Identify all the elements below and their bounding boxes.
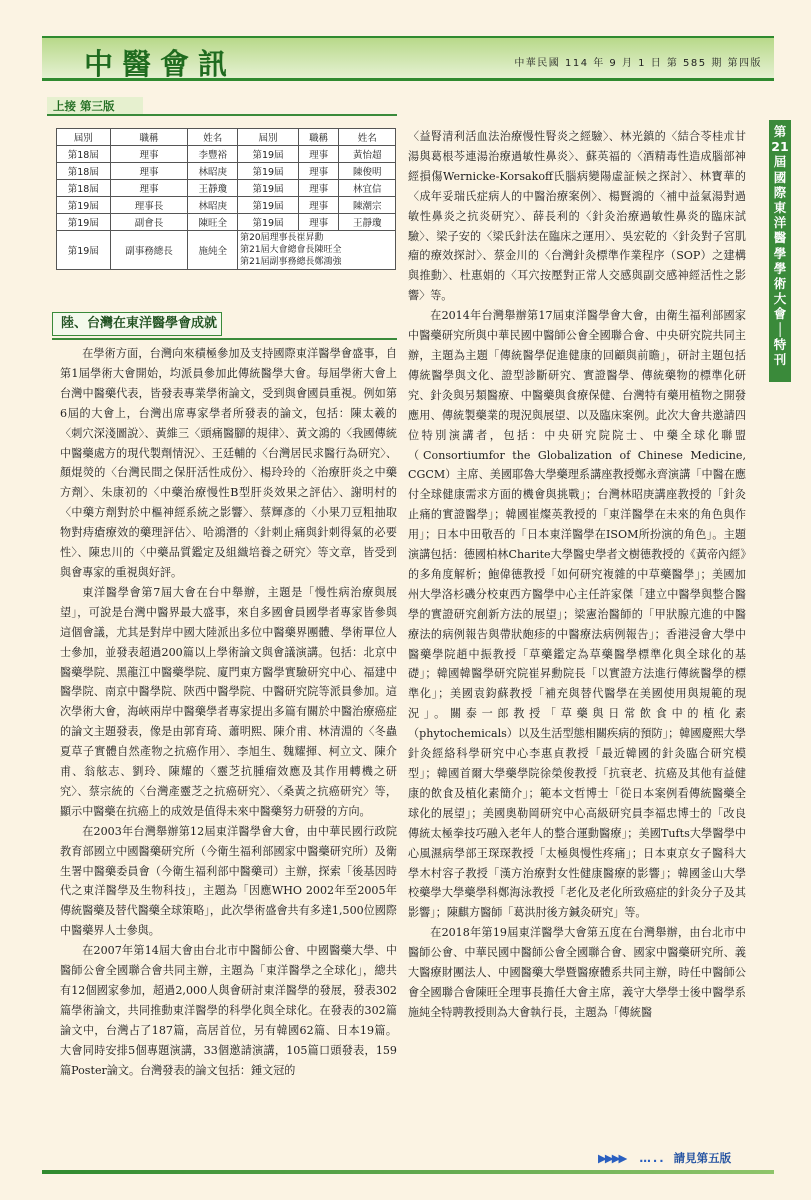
table-cell: 理事 xyxy=(298,214,338,231)
issue-info: 中華民國 114 年 9 月 1 日 第 585 期 第四版 xyxy=(514,58,762,69)
table-row xyxy=(57,197,396,214)
continued-from-label: 上接 第三版 xyxy=(47,97,143,115)
divider-line xyxy=(47,114,397,116)
right-column xyxy=(408,127,746,1027)
table-cell: 理事長 xyxy=(110,197,188,214)
divider-line xyxy=(52,338,397,340)
table-cell: 屆別 xyxy=(57,129,111,146)
table-cell: 林昭庚 xyxy=(188,163,238,180)
side-char: 21 xyxy=(771,139,789,155)
table-cell: 施純全 xyxy=(188,231,238,270)
bottom-bar xyxy=(42,1170,774,1174)
side-char: 醫 xyxy=(773,230,787,246)
table-cell: 理事 xyxy=(298,197,338,214)
table-row xyxy=(57,214,396,231)
table-cell: 第19屆 xyxy=(57,214,111,231)
table-cell: 林昭庚 xyxy=(188,197,238,214)
table-cell: 王靜瓊 xyxy=(188,180,238,197)
table-cell: 姓名 xyxy=(188,129,238,146)
side-char: 屆 xyxy=(773,154,787,170)
table-cell: 陳旺全 xyxy=(188,214,238,231)
table-cell: 副會長 xyxy=(110,214,188,231)
section-title: 陸、台灣在東洋醫學會成就 xyxy=(52,312,222,336)
table-cell: 李豐裕 xyxy=(188,146,238,163)
table-cell: 第18屆 xyxy=(57,146,111,163)
paragraph: 〈益腎清利活血法治療慢性腎炎之經驗〉、林光鎮的〈結合苓桂朮甘湯與葛根芩連湯治療過敏性鼻炎〉、蘇英福的〈酒精毒性造成腦部神經損傷Wernicke-Korsakoff氏腦病變陽虛証候之探討〉、林寶華的〈成年妥瑞氏症病人的中醫治療案例〉、楊賢鴻的〈補中益氣湯對過敏性鼻炎之抗炎研究〉、薛長利的〈針灸治療過敏性鼻炎的臨床試驗〉、梁子安的〈梁氏針法在臨床之運用〉、吳宏乾的〈針灸對子宮肌瘤的療效探討〉、蔡金川的〈台灣針灸標準作業程序（SOP）之建構與推動〉、杜惠娟的〈耳穴按壓對正常人交感與副交感神經活性之影響〉等。 xyxy=(408,130,746,303)
see-next-text: 請見第五版 xyxy=(673,1151,732,1165)
paragraph: 在2014年台灣舉辦第17屆東洋醫學會大會，由衛生福利部國家中醫藥研究所與中華民國中醫師公會全國聯合會、中央研究院共同主辦，主題為主題「傳統醫學促進健康的回顧與前瞻」，研討主題包括傳統醫學與文化、證型診斷研究、實證醫學、傳統藥物的標準化研究、針灸與另類醫療、中醫藥與食療保健、台灣特有藥用植物之開發應用、傳統製藥業的現況與展望、以及臨床案例。此次大會共邀請四位特別演講者，包括：中央研究院院士、中藥全球化聯盟（Consortiumfor the Globalization of Chinese Medicine, CGCM）主席、美國耶魯大學藥理系講座教授鄭永齊演講「中醫在應付全球健康需求方面的機會與挑戰」；台灣林昭庚講座教授的「針灸止痛的實證醫學」；韓國崔燦英教授的「東洋醫學在未來的角色與作用」；日本中田敬吾的「日本東洋醫學在ISOM所扮演的角色」。主題演講包括：德國柏林Charite大學醫史學者文樹德教授的《黃帝內經》的多角度解析；鮑偉德教授「如何研究複雜的中草藥醫學」；美國加州大學洛杉磯分校東西方醫學中心主任許家傑「建立中醫學與整合醫學的實證研究創新方法的展望」；梁憲治醫師的「甲狀腺亢進的中醫療法的病例報告與帶狀皰疹的中醫療法病例報告」；香港浸會大學中醫藥學院趙中振教授「草藥鑑定為草藥醫學標準化與全球化的基礎」；韓國韓醫學研究院崔昇勳院長「以實證方法進行傳統醫學的標準化」；美國袁鈞蘇教授「補充與替代醫學在美國使用與規範的現況」。關泰一郎教授「草藥與日常飲食中的植化素（phytochemicals）以及生活型態相關疾病的預防」；韓國慶熙大學針灸經絡科學研究中心李惠貞教授「最近韓國的針灸臨合研究模型」；韓國首爾大學藥學院徐榮俊教授「抗衰老、抗癌及其他有益健康的飲食及植化素簡介」；範本文哲博士「從日本案例看傳統醫藥全球化的展望」；美國奧勒岡研究中心高級研究員李福忠博士的「改良傳統太極拳技巧融入老年人的整合運動醫療」；美國Tufts大學醫學中心風濕病學部王琛琛教授「太極與慢性疼痛」；日本東京女子醫科大學木村容子教授「漢方治療對女性健康醫療的影響」；韓國釜山大學校藥學大學藥學科鄭海泳教授「老化及老化所致癌症的針灸分子及其影響」；陳麒方醫師「葛洪肘後方鍼灸研究」等。 xyxy=(408,309,746,920)
masthead xyxy=(42,38,774,81)
table-cell: 職稱 xyxy=(298,129,338,146)
table-cell: 第19屆 xyxy=(57,231,111,270)
side-char: 術 xyxy=(773,276,787,292)
paragraph: 在2003年台灣舉辦第12屆東洋醫學會大會，由中華民國行政院教育部國立中國醫藥研究所（今衛生福利部國家中醫藥研究所）及衛生署中醫藥委員會（今衛生福利部中醫藥司）主辦，探索「後基因時代之東洋醫學及生物科技」，主題為「因應WHO 2002年至2005年傳統醫藥及替代醫藥全球策略」，此次學術盛會共有多達1,500位國際中醫藥界人士參與。 xyxy=(60,824,397,938)
side-char: │ xyxy=(776,321,784,337)
table-cell: 第19屆 xyxy=(238,214,299,231)
table-cell: 第19屆 xyxy=(238,146,299,163)
table-row xyxy=(57,146,396,163)
table-cell: 理事 xyxy=(298,146,338,163)
side-char: 特 xyxy=(773,336,787,352)
table-note: 第21屆大會總會長陳旺全 xyxy=(240,245,342,255)
table-cell: 王靜瓊 xyxy=(339,214,396,231)
table-cell: 副事務總長 xyxy=(110,231,188,270)
side-char: 第 xyxy=(773,124,787,139)
table-cell: 第19屆 xyxy=(238,180,299,197)
table-cell: 理事 xyxy=(298,163,338,180)
left-column xyxy=(60,344,397,1149)
side-char: 際 xyxy=(773,184,787,200)
table-cell: 理事 xyxy=(110,163,188,180)
special-issue-label xyxy=(769,124,791,367)
table-cell: 林宜信 xyxy=(339,180,396,197)
table-note: 第21屆副事務總長鄭鴻強 xyxy=(240,257,342,267)
side-char: 學 xyxy=(773,260,787,276)
table-cell: 職稱 xyxy=(110,129,188,146)
paragraph: 在學術方面，台灣向來積極參加及支持國際東洋醫學會盛事，自第1屆學術大會開始，均派員參加此傳統醫學大會。每屆學術大會上台灣中醫藥代表，皆發表專業學術論文，受到與會國員重視。例如第6屆的大會上，台灣出席專家學者所發表的論文，包括：陳太羲的〈刺穴深淺圖說〉、黃維三〈頭痛醫腳的規律〉、黃文鴻的〈我國傳統中醫藥處方的現代製劑情況〉、王廷輔的〈台灣居民求醫行為研究〉、顏焜熒的〈台灣民間之保肝活性成份〉、楊玲玲的〈治療肝炎之中藥方劑〉、朱康初的〈中藥治療慢性B型肝炎效果之評估〉、謝明村的〈中藥方劑對於中樞神經系統之影響〉、蔡輝彥的〈小果刀豆粗抽取物對痔瘡療效的藥理評估〉、哈鴻潛的〈針刺止痛與針刺得氣的必要性〉、陳忠川的〈中藥品質鑑定及組織培養之研究〉等文章，皆受到與會專家的重視與好評。 xyxy=(60,347,397,579)
table-row xyxy=(57,231,396,270)
table-cell: 第19屆 xyxy=(238,163,299,180)
table-cell: 陳潮宗 xyxy=(339,197,396,214)
table-row xyxy=(57,180,396,197)
table-cell: 理事 xyxy=(110,180,188,197)
table-cell: 第18屆 xyxy=(57,180,111,197)
side-char: 刊 xyxy=(773,352,787,368)
side-char: 國 xyxy=(773,169,787,185)
table-cell: 陳俊明 xyxy=(339,163,396,180)
side-char: 會 xyxy=(773,306,787,322)
table-cell: 黃怡超 xyxy=(339,146,396,163)
table-cell: 理事 xyxy=(298,180,338,197)
arrow-icon: ▶▶▶▶ xyxy=(598,1151,626,1165)
paragraph: 東洋醫學會第7屆大會在台中舉辦，主題是「慢性病治療與展望」，可說是台灣中醫界最大盛事，來自多國會員國學者專家皆參與這個會議，尤其是對岸中國大陸派出多位中醫藥界團體、學術單位人士參加，並發表超過200篇以上學術論文與會議演講。包括：北京中醫藥學院、黑龍江中醫藥學院、廈門東方醫學實驗研究中心、福建中醫學院、南京中醫學院、陝西中醫學院、中醫研究院等派員參加。這次學術大會，海峽兩岸中醫藥學者專家提出多篇有關於中醫治療癌症的論文主題發表，像是由郭育琦、蕭明熙、陳介甫、林清淵的〈冬蟲夏草子實體自然產物之抗癌作用〉、李旭生、魏耀揮、柯立文、陳介甫、翁舷志、劉玲、陳耀的〈靈芝抗腫瘤效應及其作用轉機之研究〉、蔡宗統的〈台灣產靈芝之抗癌研究〉、〈桑黃之抗癌研究〉等，顯示中醫藥在抗癌上的成效是值得未來中醫藥努力研發的方向。 xyxy=(60,585,397,818)
table-cell: 第18屆 xyxy=(57,163,111,180)
paragraph: 在2018年第19屆東洋醫學大會第五度在台灣舉辦，由台北市中醫師公會、中華民國中醫師公會全國聯合會、國家中醫藥研究所、義大醫療財團法人、中國醫藥大學暨醫療體系共同主辦，時任中醫師公會全國聯合會陳旺全理事長擔任大會主席，義守大學學士後中醫學系施純全特聘教授則為大會執行長，主題為「傳統醫 xyxy=(408,926,746,1019)
table-note: 第20屆理事長崔昇勳 xyxy=(240,233,324,243)
table-notes-cell xyxy=(238,231,396,270)
side-char: 東 xyxy=(773,200,787,216)
side-char: 學 xyxy=(773,245,787,261)
paragraph: 在2007年第14屆大會由台北市中醫師公會、中國醫藥大學、中醫師公會全國聯合會共同主辦，主題為「東洋醫學之全球化」，總共有12個國家參加，超過2,000人與會研討東洋醫學的發展，發表302篇學術論文，共同推動東洋醫學的科學化與全球化。在發表的302篇論文中，台灣占了187篇，高居首位，另有韓國62篇、日本19篇。大會同時安排5個專題演講，33個邀請演講，105篇口頭發表，159篇Poster論文。台灣發表的論文包括：鍾文冠的 xyxy=(60,944,397,1077)
dots: ….. xyxy=(639,1151,666,1165)
table-cell: 第19屆 xyxy=(57,197,111,214)
table-cell: 姓名 xyxy=(339,129,396,146)
table-row xyxy=(57,163,396,180)
side-char: 大 xyxy=(773,291,787,307)
table-cell: 第19屆 xyxy=(238,197,299,214)
officers-table xyxy=(56,128,396,270)
table-cell: 屆別 xyxy=(238,129,299,146)
table-cell: 理事 xyxy=(110,146,188,163)
side-char: 洋 xyxy=(773,215,787,231)
brand-title: 中醫會訊 xyxy=(84,47,237,81)
table-row xyxy=(57,129,396,146)
continued-on-label xyxy=(598,1150,731,1166)
